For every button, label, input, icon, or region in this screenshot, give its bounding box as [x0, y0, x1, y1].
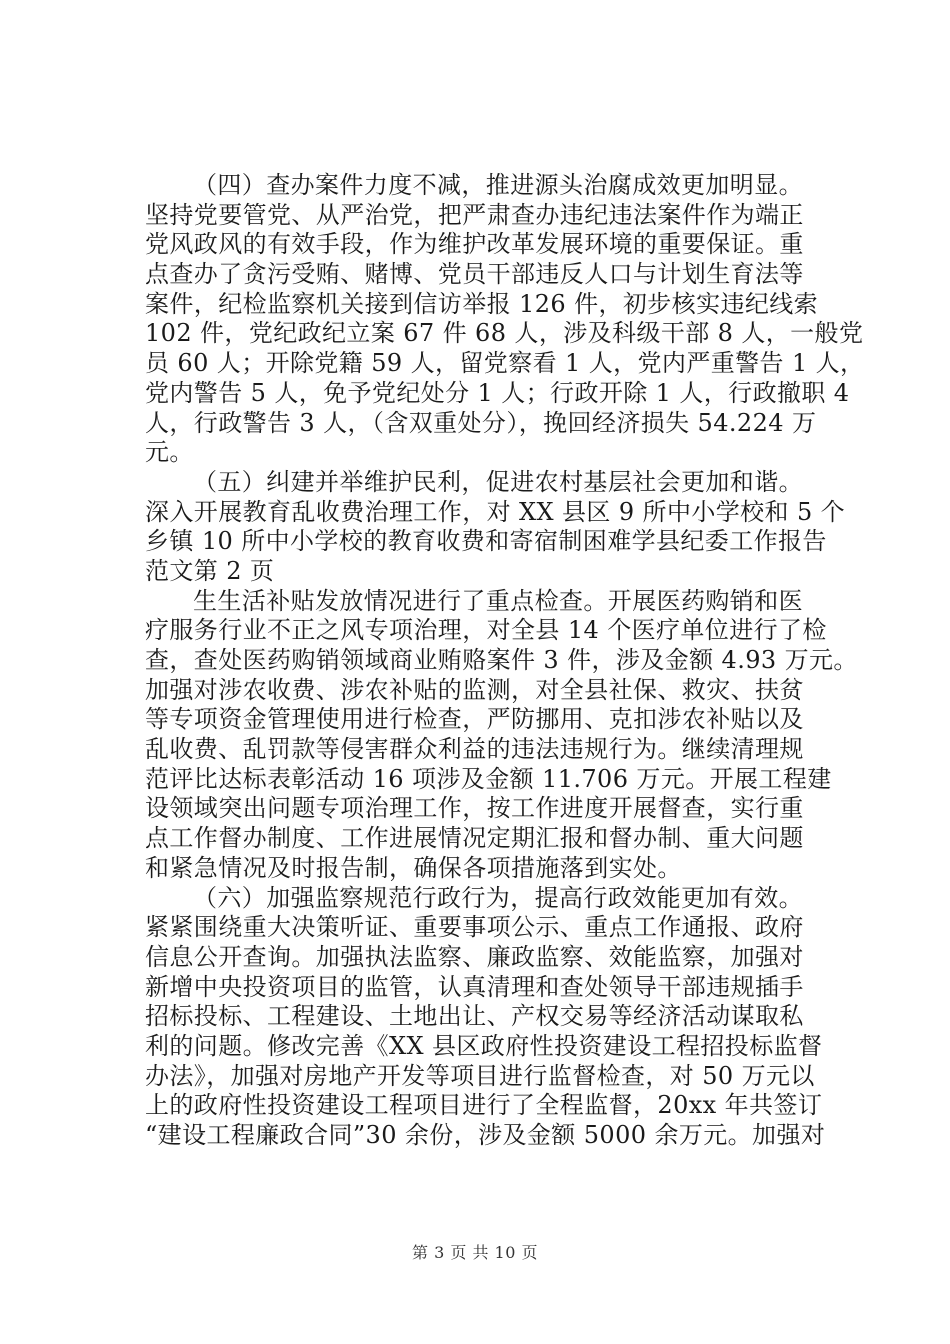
- text-line: 上的政府性投资建设工程项目进行了全程监督，20xx 年共签订: [145, 1091, 823, 1120]
- text-line: 人，行政警告 3 人，（含双重处分），挽回经济损失 54.224 万: [145, 408, 817, 437]
- text-line: 范文第 2 页: [145, 556, 275, 585]
- text-line: “建设工程廉政合同”30 余份，涉及金额 5000 余万元。加强对: [145, 1121, 826, 1149]
- text-line: 范评比达标表彰活动 16 项涉及金额 11.706 万元。开展工程建: [145, 764, 832, 793]
- text-line: 102 件，党纪政纪立案 67 件 68 人，涉及科级干部 8 人，一般党: [145, 319, 864, 348]
- paragraph-first-line: （四）查办案件力度不减，推进源头治腐成效更加明显。: [193, 171, 803, 199]
- text-line: 和紧急情况及时报告制，确保各项措施落到实处。: [145, 853, 682, 882]
- text-line: 点查办了贪污受贿、赌博、党员干部违反人口与计划生育法等: [145, 260, 804, 289]
- document-body: [145, 171, 865, 1151]
- text-line: 紧紧围绕重大决策听证、重要事项公示、重点工作通报、政府: [145, 913, 804, 942]
- text-line: 坚持党要管党、从严治党，把严肃查办违纪违法案件作为端正: [145, 200, 804, 229]
- text-line: 加强对涉农收费、涉农补贴的监测，对全县社保、救灾、扶贫: [145, 675, 804, 704]
- text-line: 利的问题。修改完善《XX 县区政府性投资建设工程招投标监督: [145, 1031, 823, 1060]
- text-line: 查，查处医药购销领域商业贿赂案件 3 件，涉及金额 4.93 万元。: [145, 646, 858, 674]
- text-line: 案件，纪检监察机关接到信访举报 126 件，初步核实违纪线索: [145, 289, 819, 318]
- text-line: 招标投标、工程建设、土地出让、产权交易等经济活动谋取私: [145, 1002, 804, 1031]
- text-line: 点工作督办制度、工作进展情况定期汇报和督办制、重大问题: [145, 824, 804, 853]
- text-line: 元。: [145, 438, 194, 467]
- text-line: 办法》，加强对房地产开发等项目进行监督检查，对 50 万元以: [145, 1061, 815, 1090]
- text-line: 乱收费、乱罚款等侵害群众利益的违法违规行为。继续清理规: [145, 735, 804, 764]
- text-line: 新增中央投资项目的监管，认真清理和查处领导干部违规插手: [145, 972, 804, 1001]
- page-footer: 第 3 页 共 10 页: [412, 1243, 538, 1262]
- text-line: 深入开展教育乱收费治理工作，对 XX 县区 9 所中小学校和 5 个: [145, 497, 846, 526]
- text-line: 疗服务行业不正之风专项治理，对全县 14 个医疗单位进行了检: [145, 616, 827, 645]
- paragraph-first-line: （六）加强监察规范行政行为，提高行政效能更加有效。: [193, 883, 803, 912]
- text-line: 信息公开查询。加强执法监察、廉政监察、效能监察，加强对: [145, 942, 804, 971]
- paragraph-first-line: 生生活补贴发放情况进行了重点检查。开展医药购销和医: [193, 586, 803, 615]
- paragraph-first-line: （五）纠建并举维护民利，促进农村基层社会更加和谐。: [193, 467, 803, 496]
- text-line: 员 60 人；开除党籍 59 人，留党察看 1 人，党内严重警告 1 人，: [145, 349, 865, 378]
- text-line: 设领域突出问题专项治理工作，按工作进度开展督查，实行重: [145, 794, 804, 823]
- text-line: 乡镇 10 所中小学校的教育收费和寄宿制困难学县纪委工作报告: [145, 527, 827, 556]
- text-line: 党内警告 5 人，免予党纪处分 1 人；行政开除 1 人，行政撤职 4: [145, 378, 850, 407]
- text-line: 党风政风的有效手段，作为维护改革发展环境的重要保证。重: [145, 230, 804, 259]
- text-line: 等专项资金管理使用进行检查，严防挪用、克扣涉农补贴以及: [145, 705, 804, 734]
